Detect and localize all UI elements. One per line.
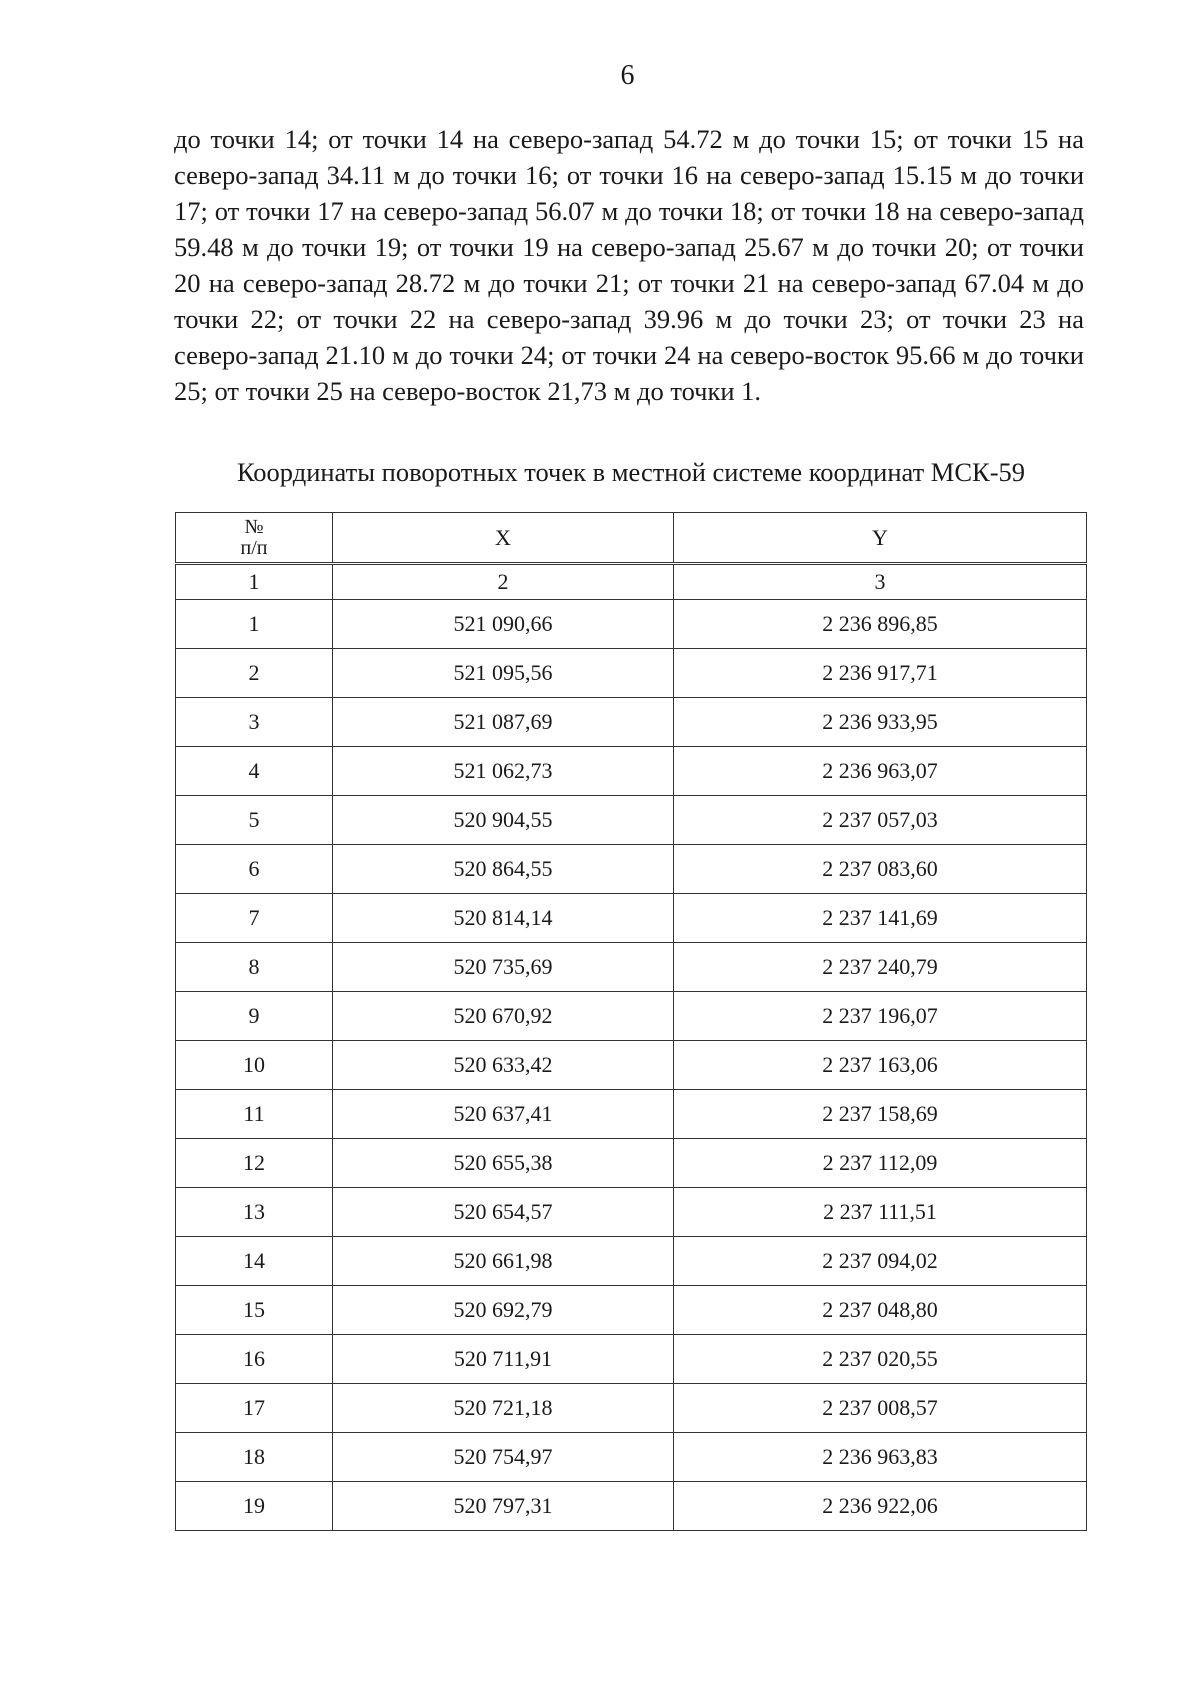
x-coordinate-cell: 520 735,69 [333,943,674,992]
page-number: 6 [620,60,635,91]
x-coordinate-cell: 521 062,73 [333,747,674,796]
table-row [176,1237,1087,1286]
y-coordinate-cell: 2 236 963,07 [674,747,1087,796]
point-number-cell: 19 [176,1482,333,1531]
table-row [176,1041,1087,1090]
x-coordinate-cell: 520 754,97 [333,1433,674,1482]
x-coordinate-cell: 520 814,14 [333,894,674,943]
y-coordinate-cell: 2 236 963,83 [674,1433,1087,1482]
table-row [176,1335,1087,1384]
y-coordinate-cell: 2 237 196,07 [674,992,1087,1041]
header-x-cell: X [333,513,674,564]
point-number-cell: 1 [176,600,333,649]
x-coordinate-cell: 520 654,57 [333,1188,674,1237]
x-coordinate-cell: 520 711,91 [333,1335,674,1384]
table-row [176,796,1087,845]
y-coordinate-cell: 2 236 922,06 [674,1482,1087,1531]
x-coordinate-cell: 520 797,31 [333,1482,674,1531]
y-coordinate-cell: 2 237 141,69 [674,894,1087,943]
table-row [176,1286,1087,1335]
table-row [176,698,1087,747]
column-index-cell: 3 [674,564,1087,600]
x-coordinate-cell: 521 087,69 [333,698,674,747]
y-coordinate-cell: 2 237 083,60 [674,845,1087,894]
point-number-cell: 15 [176,1286,333,1335]
x-coordinate-cell: 520 670,92 [333,992,674,1041]
point-number-cell: 17 [176,1384,333,1433]
y-coordinate-cell: 2 237 240,79 [674,943,1087,992]
table-row [176,1090,1087,1139]
table-row [176,992,1087,1041]
x-coordinate-cell: 520 655,38 [333,1139,674,1188]
header-number-symbol: № [244,515,264,538]
table-row [176,845,1087,894]
point-number-cell: 12 [176,1139,333,1188]
point-number-cell: 13 [176,1188,333,1237]
y-coordinate-cell: 2 237 020,55 [674,1335,1087,1384]
point-number-cell: 14 [176,1237,333,1286]
y-coordinate-cell: 2 237 112,09 [674,1139,1087,1188]
column-index-cell: 1 [176,564,333,600]
point-number-cell: 9 [176,992,333,1041]
x-coordinate-cell: 520 721,18 [333,1384,674,1433]
point-number-cell: 7 [176,894,333,943]
x-coordinate-cell: 520 637,41 [333,1090,674,1139]
y-coordinate-cell: 2 237 048,80 [674,1286,1087,1335]
y-coordinate-cell: 2 237 008,57 [674,1384,1087,1433]
table-row [176,1139,1087,1188]
point-number-cell: 18 [176,1433,333,1482]
y-coordinate-cell: 2 236 917,71 [674,649,1087,698]
point-number-cell: 10 [176,1041,333,1090]
point-number-cell: 3 [176,698,333,747]
column-index-cell: 2 [333,564,674,600]
table-row [176,600,1087,649]
table-header-row [176,513,1087,564]
x-coordinate-cell: 520 633,42 [333,1041,674,1090]
header-number-cell [176,513,333,564]
x-coordinate-cell: 521 095,56 [333,649,674,698]
x-coordinate-cell: 520 864,55 [333,845,674,894]
table-row [176,1433,1087,1482]
table-row [176,943,1087,992]
y-coordinate-cell: 2 237 057,03 [674,796,1087,845]
point-number-cell: 11 [176,1090,333,1139]
point-number-cell: 6 [176,845,333,894]
y-coordinate-cell: 2 237 111,51 [674,1188,1087,1237]
point-number-cell: 2 [176,649,333,698]
boundary-description-paragraph: до точки 14; от точки 14 на северо-запад 54.72 м до точки 15; от точки 15 на северо-запад 34.11 м до точки 16; от точки 16 на северо-запад 15.15 м до точки 17; от точки 17 на северо-запад 56.07 м до точки 18; от точки 18 на северо-запад 59.48 м до точки 19; от точки 19 на северо-запад 25.67 м до точки 20; от точки 20 на северо-запад 28.72 м до точки 21; от точки 21 на северо-запад 67.04 м до точки 22; от точки 22 на северо-запад 39.96 м до точки 23; от точки 23 на северо-запад 21.10 м до точки 24; от точки 24 на северо-восток 95.66 м до точки 25; от точки 25 на северо-восток 21,73 м до точки 1. [174,124,1084,406]
x-coordinate-cell: 520 661,98 [333,1237,674,1286]
header-y-cell: Y [674,513,1087,564]
table-row [176,649,1087,698]
point-number-cell: 5 [176,796,333,845]
x-coordinate-cell: 521 090,66 [333,600,674,649]
table-row [176,1482,1087,1531]
y-coordinate-cell: 2 236 933,95 [674,698,1087,747]
table-row [176,747,1087,796]
table-row [176,1384,1087,1433]
point-number-cell: 8 [176,943,333,992]
y-coordinate-cell: 2 236 896,85 [674,600,1087,649]
y-coordinate-cell: 2 237 158,69 [674,1090,1087,1139]
coordinates-table [175,512,1087,1531]
table-row [176,894,1087,943]
x-coordinate-cell: 520 904,55 [333,796,674,845]
point-number-cell: 4 [176,747,333,796]
header-number-abbrev: п/п [240,536,268,559]
y-coordinate-cell: 2 237 094,02 [674,1237,1087,1286]
table-title: Координаты поворотных точек в местной системе координат МСК-59 [236,457,1026,487]
x-coordinate-cell: 520 692,79 [333,1286,674,1335]
y-coordinate-cell: 2 237 163,06 [674,1041,1087,1090]
table-row [176,1188,1087,1237]
column-index-row [176,564,1087,600]
point-number-cell: 16 [176,1335,333,1384]
